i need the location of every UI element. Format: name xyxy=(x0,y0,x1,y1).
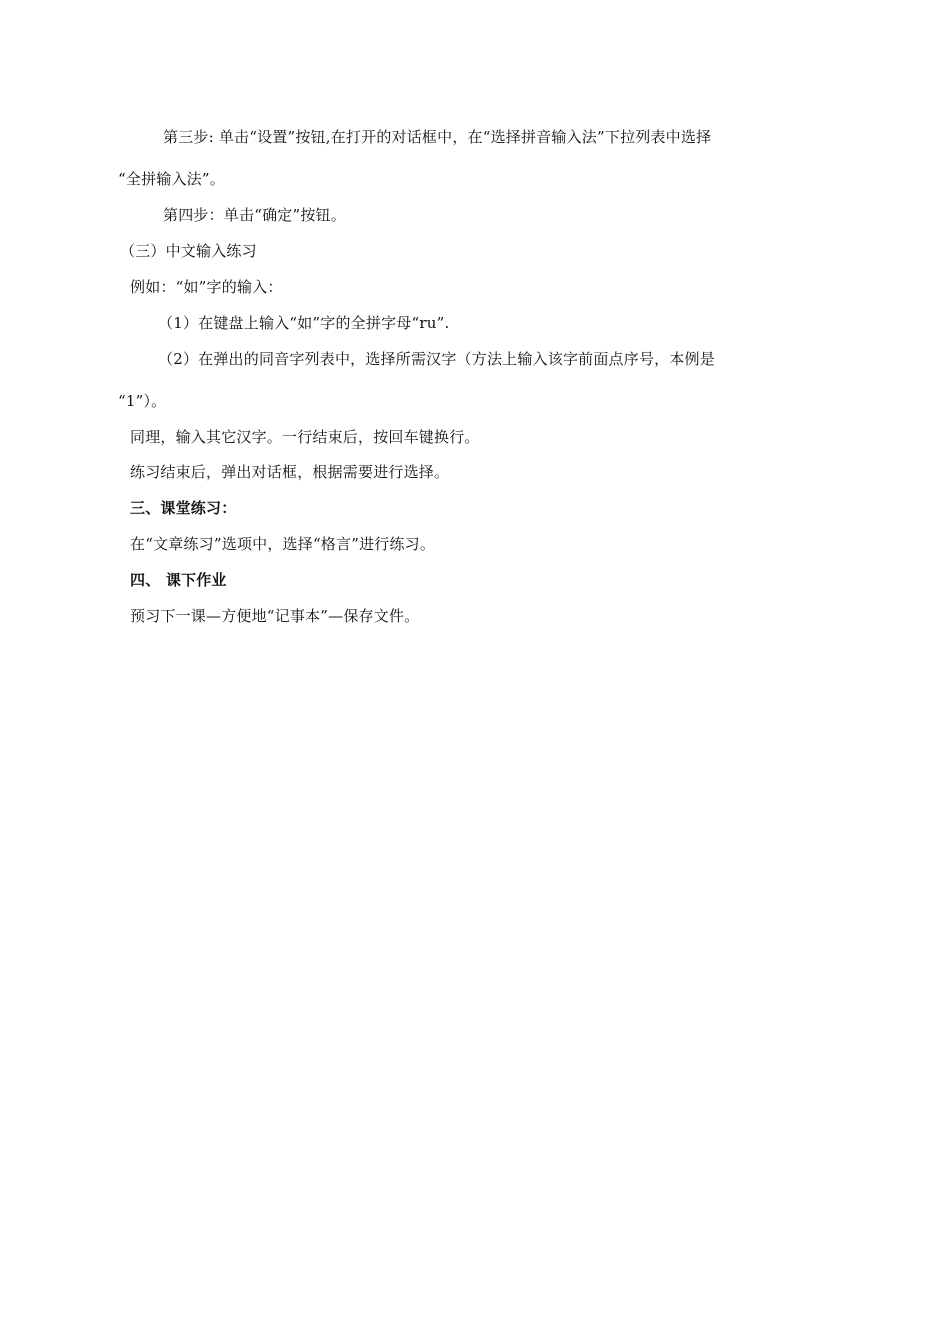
step-three-line: 第三步: 单击“设置”按钮,在打开的对话框中，在“选择拼音输入法”下拉列表中选择 xyxy=(163,128,712,146)
example-step-1: （1）在键盘上输入“如”字的全拼字母“ru”. xyxy=(158,314,450,332)
step-four-line: 第四步：单击“确定”按钮。 xyxy=(163,206,346,224)
class-practice-text: 在“文章练习”选项中，选择“格言”进行练习。 xyxy=(130,535,436,553)
heading-class-practice: 三、课堂练习： xyxy=(130,499,237,517)
example-step-2-continuation: “1”）。 xyxy=(118,392,167,410)
example-step-2: （2）在弹出的同音字列表中，选择所需汉字（方法上输入该字前面点序号，本例是 xyxy=(158,350,715,368)
section-chinese-input-practice: （三）中文输入练习 xyxy=(120,242,257,260)
same-method-line: 同理，输入其它汉字。一行结束后，按回车键换行。 xyxy=(130,428,480,446)
heading-homework: 四、 课下作业 xyxy=(130,571,227,589)
practice-end-line: 练习结束后，弹出对话框，根据需要进行选择。 xyxy=(130,463,450,481)
homework-text: 预习下一课—方便地“记事本”—保存文件。 xyxy=(130,607,420,625)
example-line: 例如：“如”字的输入： xyxy=(130,278,283,296)
step-three-continuation: “全拼输入法”。 xyxy=(118,170,225,188)
